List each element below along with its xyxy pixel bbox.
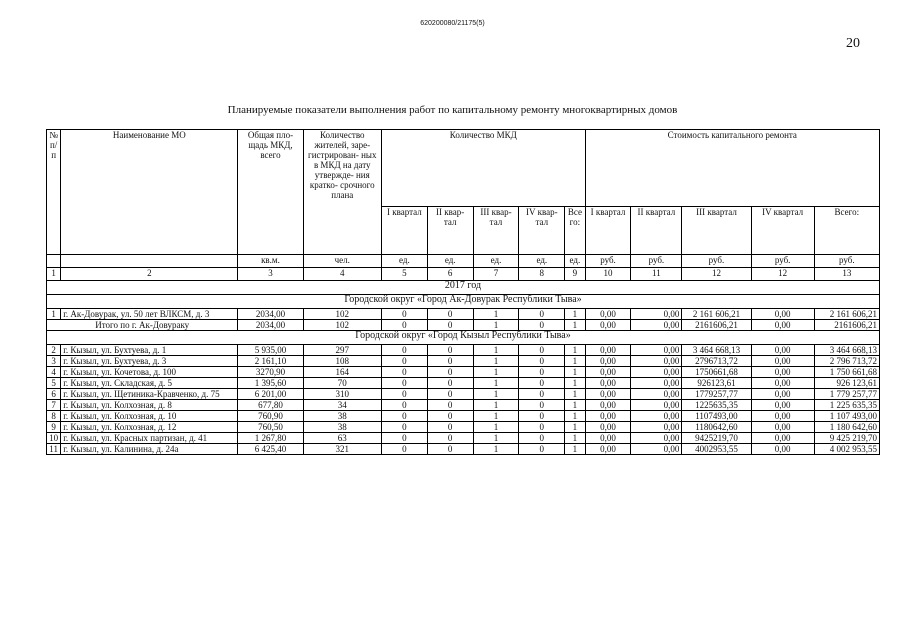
capital-repair-table	[46, 129, 880, 455]
col-header-name: Наименование МО	[61, 130, 238, 255]
row-area: 760,90	[238, 411, 303, 422]
page-number: 20	[846, 36, 860, 51]
row-number: 8	[47, 411, 61, 422]
units-cell: руб.	[682, 255, 751, 268]
row-cost-q1: 0,00	[585, 433, 631, 444]
row-total-count: 1	[565, 309, 585, 320]
row-name: г. Кызыл, ул. Колхозная, д. 10	[61, 411, 238, 422]
row-cost-q2: 0,00	[631, 411, 682, 422]
table-row	[47, 389, 880, 400]
units-cell: руб.	[585, 255, 631, 268]
row-cost-total: 1 750 661,68	[814, 367, 879, 378]
units-cell: руб.	[814, 255, 879, 268]
table-row	[47, 345, 880, 356]
row-cost-q2: 0,00	[631, 309, 682, 320]
table-row	[47, 422, 880, 433]
row-number: 9	[47, 422, 61, 433]
row-total-count: 1	[565, 400, 585, 411]
row-area: 3270,90	[238, 367, 303, 378]
row-cost-total: 2161606,21	[814, 320, 879, 331]
row-cost-total: 1 180 642,60	[814, 422, 879, 433]
row-residents: 70	[303, 378, 381, 389]
row-cost-q2: 0,00	[631, 356, 682, 367]
row-q2-count: 0	[427, 367, 473, 378]
row-cost-q4: 0,00	[751, 433, 814, 444]
row-area: 6 425,40	[238, 444, 303, 455]
row-cost-total: 1 225 635,35	[814, 400, 879, 411]
row-q3-count: 1	[473, 389, 519, 400]
row-area: 2034,00	[238, 309, 303, 320]
col-header-cost-q2: II квартал	[631, 207, 682, 255]
row-cost-total: 3 464 668,13	[814, 345, 879, 356]
column-number-cell: 12	[682, 268, 751, 281]
row-name: г. Кызыл, ул. Складская, д. 5	[61, 378, 238, 389]
row-q1-count: 0	[381, 444, 427, 455]
row-q1-count: 0	[381, 422, 427, 433]
subtotal-row	[47, 320, 880, 331]
row-total-count: 1	[565, 422, 585, 433]
column-number-cell: 11	[631, 268, 682, 281]
row-cost-q4: 0,00	[751, 411, 814, 422]
row-cost-total: 1 107 493,00	[814, 411, 879, 422]
row-area: 6 201,00	[238, 389, 303, 400]
row-cost-q3: 1779257,77	[682, 389, 751, 400]
row-total-count: 1	[565, 389, 585, 400]
row-name: г. Кызыл, ул. Колхозная, д. 8	[61, 400, 238, 411]
row-cost-q1: 0,00	[585, 320, 631, 331]
row-q2-count: 0	[427, 378, 473, 389]
col-header-q3: III квар- тал	[473, 207, 519, 255]
units-cell: руб.	[631, 255, 682, 268]
row-total-count: 1	[565, 320, 585, 331]
row-area: 5 935,00	[238, 345, 303, 356]
row-total-count: 1	[565, 367, 585, 378]
row-cost-q1: 0,00	[585, 367, 631, 378]
table-row	[47, 356, 880, 367]
row-total-count: 1	[565, 433, 585, 444]
col-header-cost-q4: IV квартал	[751, 207, 814, 255]
row-number: 7	[47, 400, 61, 411]
column-number-cell: 5	[381, 268, 427, 281]
units-cell-empty	[47, 255, 61, 268]
row-name: г. Ак-Довурак, ул. 50 лет ВЛКСМ, д. 3	[61, 309, 238, 320]
row-residents: 34	[303, 400, 381, 411]
column-number-cell: 10	[585, 268, 631, 281]
row-q1-count: 0	[381, 433, 427, 444]
column-number-cell: 2	[61, 268, 238, 281]
row-cost-q1: 0,00	[585, 309, 631, 320]
row-total-count: 1	[565, 345, 585, 356]
row-cost-q4: 0,00	[751, 400, 814, 411]
section-header-label: Городской округ «Город Кызыл Республики Тыва»	[47, 331, 880, 345]
row-q2-count: 0	[427, 433, 473, 444]
row-q1-count: 0	[381, 345, 427, 356]
row-cost-q4: 0,00	[751, 422, 814, 433]
row-q2-count: 0	[427, 422, 473, 433]
column-numbers-row	[47, 268, 880, 281]
col-header-area: Общая пло- щадь МКД, всего	[238, 130, 303, 255]
row-total-count: 1	[565, 411, 585, 422]
column-number-cell: 13	[814, 268, 879, 281]
table-row	[47, 400, 880, 411]
units-cell: ед.	[473, 255, 519, 268]
row-cost-q3: 1750661,68	[682, 367, 751, 378]
table-row	[47, 309, 880, 320]
section-header	[47, 295, 880, 309]
row-q3-count: 1	[473, 309, 519, 320]
row-cost-q1: 0,00	[585, 444, 631, 455]
row-cost-q4: 0,00	[751, 320, 814, 331]
units-cell: кв.м.	[238, 255, 303, 268]
row-number: 5	[47, 378, 61, 389]
row-q3-count: 1	[473, 433, 519, 444]
row-q4-count: 0	[519, 444, 565, 455]
row-cost-q3: 2796713,72	[682, 356, 751, 367]
row-residents: 38	[303, 411, 381, 422]
row-q3-count: 1	[473, 320, 519, 331]
row-number: 1	[47, 309, 61, 320]
row-q3-count: 1	[473, 444, 519, 455]
row-number: 2	[47, 345, 61, 356]
col-header-mkd-count: Количество МКД	[381, 130, 585, 207]
row-residents: 108	[303, 356, 381, 367]
row-residents: 297	[303, 345, 381, 356]
table-row	[47, 433, 880, 444]
table-row	[47, 444, 880, 455]
row-q4-count: 0	[519, 400, 565, 411]
row-q3-count: 1	[473, 356, 519, 367]
column-number-cell: 7	[473, 268, 519, 281]
row-name: г. Кызыл, ул. Красных партизан, д. 41	[61, 433, 238, 444]
row-cost-q3: 3 464 668,13	[682, 345, 751, 356]
row-q1-count: 0	[381, 309, 427, 320]
units-cell: ед.	[427, 255, 473, 268]
col-header-num: № п/п	[47, 130, 61, 255]
row-cost-total: 2 161 606,21	[814, 309, 879, 320]
row-q4-count: 0	[519, 367, 565, 378]
row-cost-total: 2 796 713,72	[814, 356, 879, 367]
row-total-count: 1	[565, 444, 585, 455]
row-name: г. Кызыл, ул. Калинина, д. 24а	[61, 444, 238, 455]
document-id: 620200080/21175(5)	[420, 20, 485, 27]
row-q4-count: 0	[519, 433, 565, 444]
row-q4-count: 0	[519, 411, 565, 422]
row-q3-count: 1	[473, 367, 519, 378]
row-cost-q4: 0,00	[751, 389, 814, 400]
row-cost-total: 926 123,61	[814, 378, 879, 389]
row-q1-count: 0	[381, 378, 427, 389]
row-cost-q1: 0,00	[585, 400, 631, 411]
column-number-cell: 8	[519, 268, 565, 281]
row-cost-total: 1 779 257,77	[814, 389, 879, 400]
row-cost-q3: 2 161 606,21	[682, 309, 751, 320]
row-q2-count: 0	[427, 444, 473, 455]
row-cost-q2: 0,00	[631, 433, 682, 444]
row-q2-count: 0	[427, 411, 473, 422]
row-q4-count: 0	[519, 345, 565, 356]
row-q1-count: 0	[381, 356, 427, 367]
units-cell-empty	[61, 255, 238, 268]
row-q2-count: 0	[427, 400, 473, 411]
row-q3-count: 1	[473, 411, 519, 422]
row-cost-q4: 0,00	[751, 345, 814, 356]
row-cost-q2: 0,00	[631, 400, 682, 411]
row-number: 11	[47, 444, 61, 455]
row-cost-q1: 0,00	[585, 422, 631, 433]
column-number-cell: 3	[238, 268, 303, 281]
units-cell: ед.	[381, 255, 427, 268]
row-area: 1 267,80	[238, 433, 303, 444]
row-residents: 321	[303, 444, 381, 455]
row-q4-count: 0	[519, 422, 565, 433]
row-cost-q4: 0,00	[751, 356, 814, 367]
header-row-1	[47, 130, 880, 207]
row-number: 4	[47, 367, 61, 378]
row-number: 6	[47, 389, 61, 400]
table-row	[47, 411, 880, 422]
row-q1-count: 0	[381, 411, 427, 422]
units-cell: руб.	[751, 255, 814, 268]
row-area: 760,50	[238, 422, 303, 433]
row-cost-q2: 0,00	[631, 320, 682, 331]
row-total-count: 1	[565, 378, 585, 389]
row-cost-q1: 0,00	[585, 411, 631, 422]
row-q4-count: 0	[519, 378, 565, 389]
row-cost-q3: 1107493,00	[682, 411, 751, 422]
units-cell: ед.	[519, 255, 565, 268]
row-cost-q2: 0,00	[631, 367, 682, 378]
column-number-cell: 1	[47, 268, 61, 281]
row-area: 677,80	[238, 400, 303, 411]
col-header-total-count: Все го:	[565, 207, 585, 255]
column-number-cell: 4	[303, 268, 381, 281]
row-area: 2034,00	[238, 320, 303, 331]
row-cost-q2: 0,00	[631, 378, 682, 389]
row-q3-count: 1	[473, 422, 519, 433]
row-cost-q4: 0,00	[751, 444, 814, 455]
units-row	[47, 255, 880, 268]
row-q2-count: 0	[427, 345, 473, 356]
col-header-cost-total: Всего:	[814, 207, 879, 255]
units-cell: ед.	[565, 255, 585, 268]
row-total-count: 1	[565, 356, 585, 367]
row-cost-q3: 1180642,60	[682, 422, 751, 433]
row-cost-q3: 2161606,21	[682, 320, 751, 331]
row-cost-q4: 0,00	[751, 367, 814, 378]
row-cost-q2: 0,00	[631, 345, 682, 356]
row-cost-q2: 0,00	[631, 389, 682, 400]
row-q4-count: 0	[519, 389, 565, 400]
row-residents: 102	[303, 309, 381, 320]
row-cost-q3: 1225635,35	[682, 400, 751, 411]
column-number-cell: 9	[565, 268, 585, 281]
row-q2-count: 0	[427, 309, 473, 320]
row-q1-count: 0	[381, 320, 427, 331]
row-cost-q2: 0,00	[631, 422, 682, 433]
row-cost-q1: 0,00	[585, 345, 631, 356]
row-cost-q1: 0,00	[585, 356, 631, 367]
row-cost-q1: 0,00	[585, 389, 631, 400]
row-number: 10	[47, 433, 61, 444]
section-header-label: Городской округ «Город Ак-Довурак Республики Тыва»	[47, 295, 880, 309]
units-cell: чел.	[303, 255, 381, 268]
row-q3-count: 1	[473, 400, 519, 411]
row-residents: 63	[303, 433, 381, 444]
column-number-cell: 12	[751, 268, 814, 281]
row-residents: 310	[303, 389, 381, 400]
subtotal-label: Итого по г. Ак-Довураку	[47, 320, 238, 331]
row-q2-count: 0	[427, 389, 473, 400]
row-name: г. Кызыл, ул. Бухтуева, д. 3	[61, 356, 238, 367]
row-q1-count: 0	[381, 400, 427, 411]
row-residents: 38	[303, 422, 381, 433]
table-row	[47, 378, 880, 389]
col-header-cost-q3: III квартал	[682, 207, 751, 255]
row-q1-count: 0	[381, 389, 427, 400]
col-header-q1: I квартал	[381, 207, 427, 255]
col-header-residents: Количество жителей, заре- гистрирован- ных в МКД на дату утвержде- ния кратко- срочного плана	[303, 130, 381, 255]
row-cost-total: 9 425 219,70	[814, 433, 879, 444]
row-name: г. Кызыл, ул. Щетиника-Кравченко, д. 75	[61, 389, 238, 400]
col-header-cost-q1: I квартал	[585, 207, 631, 255]
year-row	[47, 281, 880, 295]
row-q3-count: 1	[473, 378, 519, 389]
column-number-cell: 6	[427, 268, 473, 281]
row-q2-count: 0	[427, 320, 473, 331]
row-area: 2 161,10	[238, 356, 303, 367]
row-q1-count: 0	[381, 367, 427, 378]
col-header-q4: IV квар- тал	[519, 207, 565, 255]
table-row	[47, 367, 880, 378]
year-row-label: 2017 год	[47, 281, 880, 295]
row-number: 3	[47, 356, 61, 367]
row-name: г. Кызыл, ул. Кочетова, д. 100	[61, 367, 238, 378]
row-cost-q4: 0,00	[751, 378, 814, 389]
page-title: Планируемые показатели выполнения работ по капитальному ремонту многоквартирных домов	[227, 104, 678, 116]
row-cost-q3: 9425219,70	[682, 433, 751, 444]
row-q4-count: 0	[519, 320, 565, 331]
row-q2-count: 0	[427, 356, 473, 367]
row-cost-q3: 4002953,55	[682, 444, 751, 455]
section-header	[47, 331, 880, 345]
row-residents: 164	[303, 367, 381, 378]
row-cost-q2: 0,00	[631, 444, 682, 455]
row-name: г. Кызыл, ул. Колхозная, д. 12	[61, 422, 238, 433]
col-header-q2: II квар- тал	[427, 207, 473, 255]
row-cost-q4: 0,00	[751, 309, 814, 320]
row-area: 1 395,60	[238, 378, 303, 389]
row-q4-count: 0	[519, 356, 565, 367]
row-cost-q1: 0,00	[585, 378, 631, 389]
row-residents: 102	[303, 320, 381, 331]
row-name: г. Кызыл, ул. Бухтуева, д. 1	[61, 345, 238, 356]
row-cost-total: 4 002 953,55	[814, 444, 879, 455]
col-header-cost: Стоимость капитального ремонта	[585, 130, 879, 207]
row-q3-count: 1	[473, 345, 519, 356]
row-q4-count: 0	[519, 309, 565, 320]
row-cost-q3: 926123,61	[682, 378, 751, 389]
